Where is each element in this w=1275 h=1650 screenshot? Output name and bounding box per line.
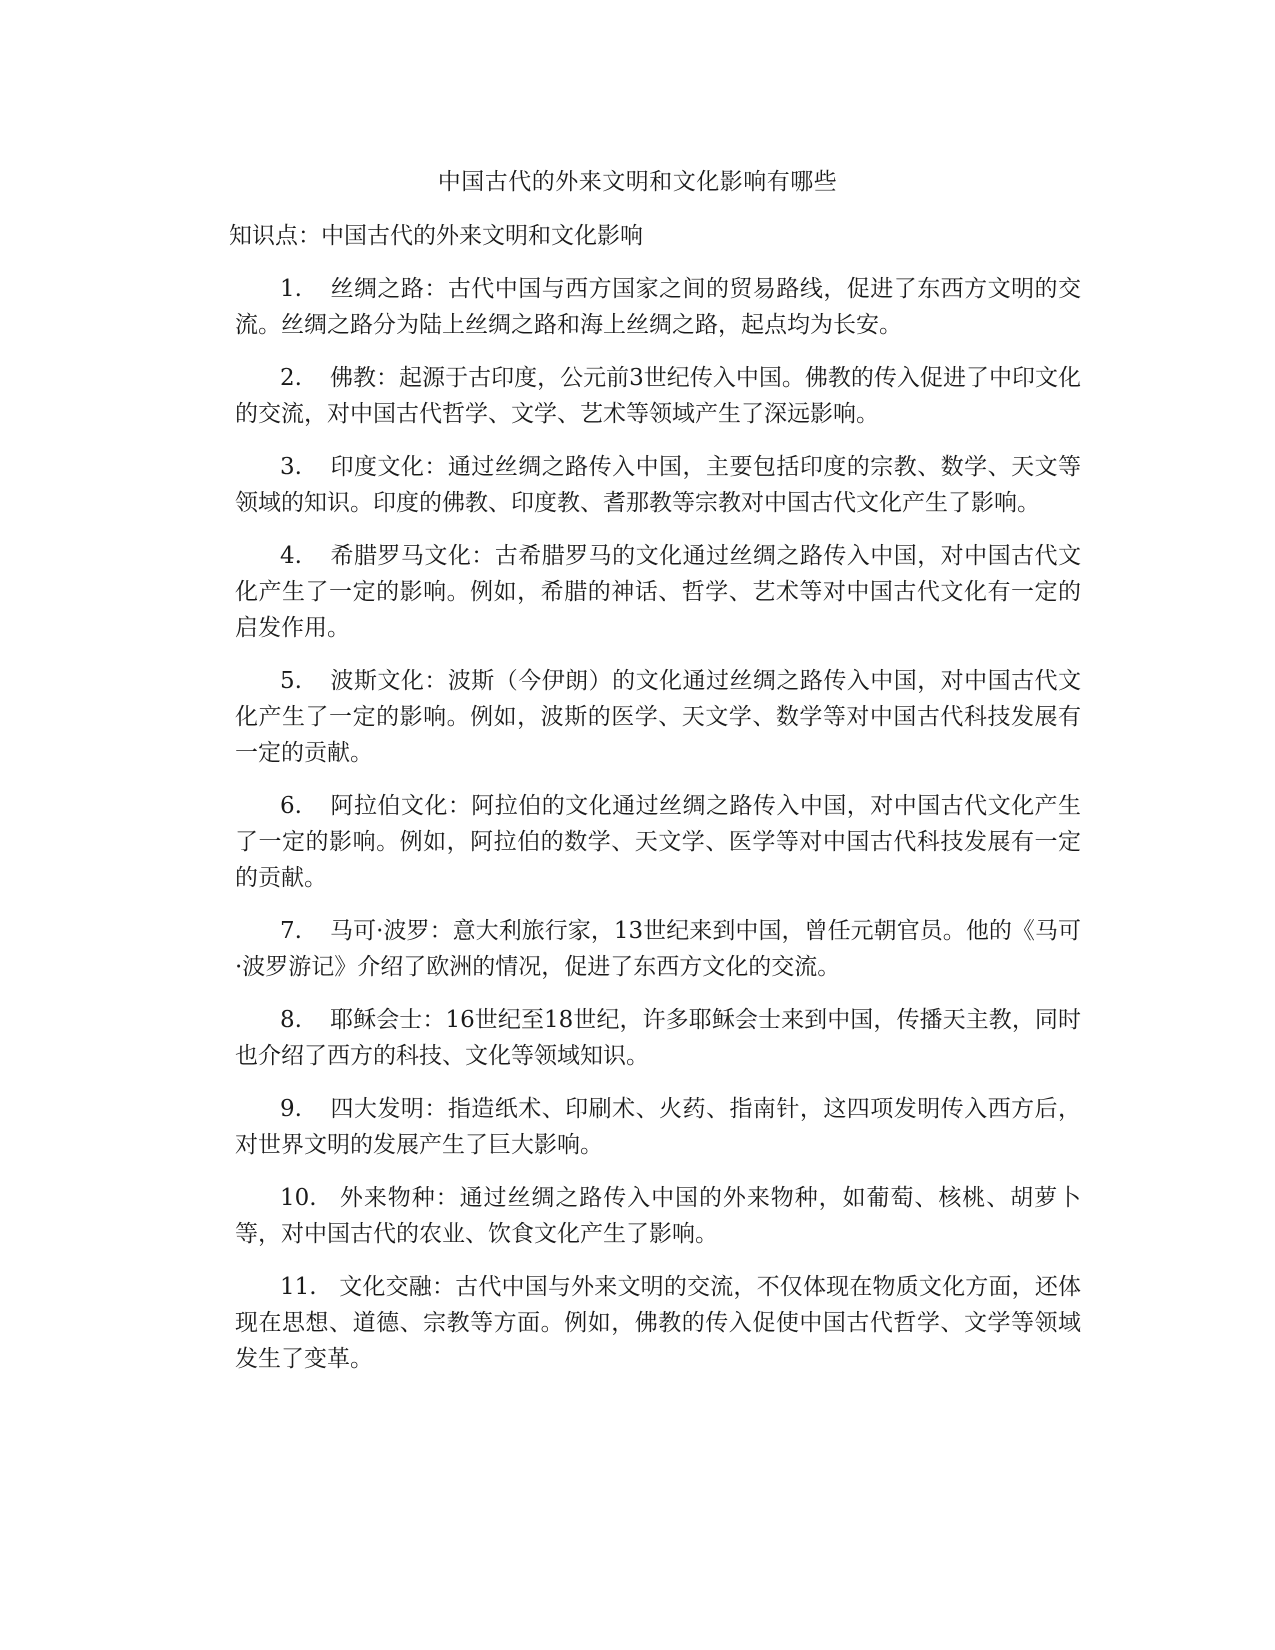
list-item bbox=[235, 449, 1081, 521]
list-item bbox=[235, 1180, 1081, 1252]
document-title: 中国古代的外来文明和文化影响有哪些 bbox=[437, 169, 838, 195]
item-number: 3. bbox=[280, 454, 302, 480]
item-list bbox=[235, 271, 1081, 1394]
list-item bbox=[235, 538, 1081, 646]
knowledge-point: 知识点：中国古代的外来文明和文化影响 bbox=[229, 223, 643, 249]
list-item bbox=[235, 1002, 1081, 1074]
item-number: 7. bbox=[280, 918, 302, 944]
item-text: 外来物种：通过丝绸之路传入中国的外来物种，如葡萄、核桃、胡萝卜等，对中国古代的农业、饮食文化产生了影响。 bbox=[235, 1185, 1081, 1247]
item-text: 希腊罗马文化：古希腊罗马的文化通过丝绸之路传入中国，对中国古代文化产生了一定的影响。例如，希腊的神话、哲学、艺术等对中国古代文化有一定的启发作用。 bbox=[235, 543, 1081, 641]
item-number: 10. bbox=[280, 1185, 317, 1211]
list-item bbox=[235, 663, 1081, 771]
item-number: 4. bbox=[280, 543, 302, 569]
item-text: 文化交融：古代中国与外来文明的交流，不仅体现在物质文化方面，还体现在思想、道德、宗教等方面。例如，佛教的传入促使中国古代哲学、文学等领域发生了变革。 bbox=[235, 1274, 1081, 1372]
item-text: 丝绸之路：古代中国与西方国家之间的贸易路线，促进了东西方文明的交流。丝绸之路分为陆上丝绸之路和海上丝绸之路，起点均为长安。 bbox=[235, 276, 1081, 338]
item-text: 阿拉伯文化：阿拉伯的文化通过丝绸之路传入中国，对中国古代文化产生了一定的影响。例如，阿拉伯的数学、天文学、医学等对中国古代科技发展有一定的贡献。 bbox=[235, 793, 1081, 891]
list-item bbox=[235, 1091, 1081, 1163]
item-text: 马可·波罗：意大利旅行家，13世纪来到中国，曾任元朝官员。他的《马可·波罗游记》介绍了欧洲的情况，促进了东西方文化的交流。 bbox=[235, 918, 1081, 980]
list-item bbox=[235, 271, 1081, 343]
item-text: 四大发明：指造纸术、印刷术、火药、指南针，这四项发明传入西方后，对世界文明的发展产生了巨大影响。 bbox=[235, 1096, 1081, 1158]
item-text: 佛教：起源于古印度，公元前3世纪传入中国。佛教的传入促进了中印文化的交流，对中国古代哲学、文学、艺术等领域产生了深远影响。 bbox=[235, 365, 1081, 427]
item-text: 印度文化：通过丝绸之路传入中国，主要包括印度的宗教、数学、天文等领域的知识。印度的佛教、印度教、耆那教等宗教对中国古代文化产生了影响。 bbox=[235, 454, 1081, 516]
item-number: 9. bbox=[280, 1096, 302, 1122]
item-number: 5. bbox=[280, 668, 302, 694]
item-number: 1. bbox=[280, 276, 302, 302]
item-number: 11. bbox=[280, 1274, 317, 1300]
item-number: 2. bbox=[280, 365, 302, 391]
list-item bbox=[235, 788, 1081, 896]
list-item bbox=[235, 913, 1081, 985]
item-number: 8. bbox=[280, 1007, 302, 1033]
item-text: 耶稣会士：16世纪至18世纪，许多耶稣会士来到中国，传播天主教，同时也介绍了西方的科技、文化等领域知识。 bbox=[235, 1007, 1081, 1069]
item-number: 6. bbox=[280, 793, 302, 819]
item-text: 波斯文化：波斯（今伊朗）的文化通过丝绸之路传入中国，对中国古代文化产生了一定的影响。例如，波斯的医学、天文学、数学等对中国古代科技发展有一定的贡献。 bbox=[235, 668, 1081, 766]
list-item bbox=[235, 360, 1081, 432]
list-item bbox=[235, 1269, 1081, 1377]
